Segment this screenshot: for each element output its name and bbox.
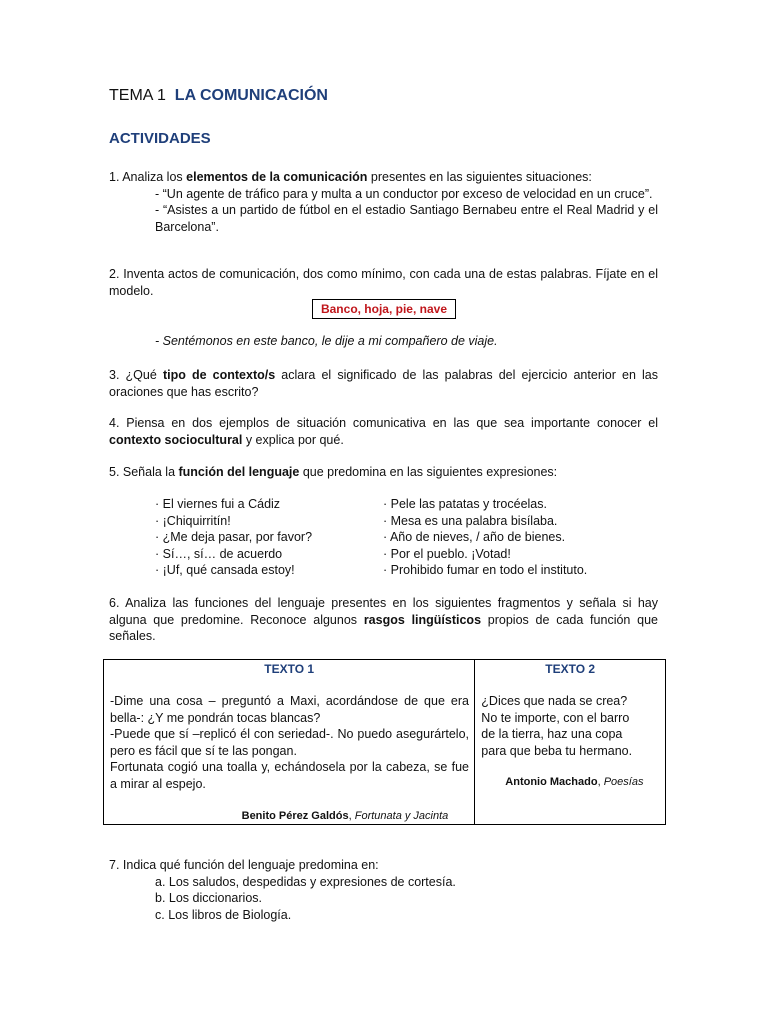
texto-1-line: Fortunata cogió una toalla y, echándosela por la cabeza, se fue a mirar al espejo.	[110, 760, 469, 791]
tema-label: TEMA 1	[109, 87, 166, 104]
expressions-right-column	[383, 496, 587, 579]
texto-1-body	[110, 693, 469, 792]
texto-1-source: Benito Pérez Galdós, Fortunata y Jacinta	[241, 810, 449, 822]
question-1-item: - “Un agente de tráfico para y multa a un conductor por exceso de velocidad en un cruce”.	[155, 186, 653, 201]
texto-2-line: para que beba tu hermano.	[481, 743, 633, 758]
question-7-text: 7. Indica qué función del lenguaje predomina en:	[109, 858, 379, 872]
question-1-item: - “Asistes a un partido de fútbol en el estadio Santiago Bernabeu entre el Real Madrid y el Barcelona”.	[155, 203, 658, 234]
question-1-text: 1. Analiza los elementos de la comunicación presentes en las siguientes situaciones:	[109, 170, 592, 184]
texto-2-line: de la tierra, haz una copa	[481, 727, 623, 741]
section-heading-actividades: ACTIVIDADES	[109, 130, 211, 147]
question-6: 6. Analiza las funciones del lenguaje presentes en los siguientes fragmentos y señala si hay alguna que predomine. Reconoce algunos rasgos lingüísticos propios de cada función que señales.	[109, 596, 658, 643]
expression-item: · ¡Chiquirritín!	[155, 513, 231, 528]
texts-table	[103, 659, 666, 825]
texto-1-cell	[104, 660, 475, 825]
question-1	[109, 169, 658, 235]
texto-2-line: ¿Dices que nada se crea?	[481, 694, 628, 708]
question-2-example: - Sentémonos en este banco, le dije a mi compañero de viaje.	[155, 334, 498, 348]
question-7-item: a. Los saludos, despedidas y expresiones de cortesía.	[155, 874, 456, 889]
expression-item: · Año de nieves, / año de bienes.	[383, 530, 566, 544]
expression-item: · Por el pueblo. ¡Votad!	[383, 546, 511, 561]
texto-1-heading: TEXTO 1	[264, 662, 315, 676]
texto-2-body	[481, 693, 661, 759]
texto-2-heading: TEXTO 2	[545, 662, 596, 676]
texto-1-line: -Dime una cosa – preguntó a Maxi, acordándose de que era bella-: ¿Y me pondrán tocas blancas?	[110, 694, 469, 725]
expression-item: · Sí…, sí… de acuerdo	[155, 546, 283, 561]
words-box: Banco, hoja, pie, nave	[312, 299, 456, 319]
question-7-item: b. Los diccionarios.	[155, 891, 263, 905]
question-4: 4. Piensa en dos ejemplos de situación comunicativa en las que sea importante conocer el contexto sociocultural y explica por qué.	[109, 416, 658, 447]
expression-item: · Pele las patatas y trocéelas.	[383, 497, 547, 511]
texto-2-source: Antonio Machado, Poesías	[505, 776, 644, 788]
tema-title: LA COMUNICACIÓN	[174, 87, 328, 104]
question-3: 3. ¿Qué tipo de contexto/s aclara el significado de las palabras del ejercicio anterior en las oraciones que has escrito?	[109, 368, 658, 399]
expression-item: · Mesa es una palabra bisílaba.	[383, 513, 558, 528]
texto-1-line: -Puede que sí –replicó él con seriedad-. No puedo asegurártelo, pero es fácil que sí te las pongan.	[110, 727, 469, 758]
expressions-left-column	[155, 496, 312, 579]
expression-item: · El viernes fui a Cádiz	[155, 497, 281, 511]
texto-2-cell	[475, 660, 666, 825]
expression-item: · ¿Me deja pasar, por favor?	[155, 530, 313, 544]
question-2-text: 2. Inventa actos de comunicación, dos como mínimo, con cada una de estas palabras. Fíjate en el modelo.	[109, 267, 658, 298]
question-5: 5. Señala la función del lenguaje que predomina en las siguientes expresiones:	[109, 465, 558, 479]
question-7-item: c. Los libros de Biología.	[155, 907, 292, 922]
question-7	[109, 857, 658, 923]
texto-2-line: No te importe, con el barro	[481, 710, 630, 725]
expression-item: · ¡Uf, qué cansada estoy!	[155, 563, 295, 577]
page-title	[109, 86, 328, 106]
expression-item: · Prohibido fumar en todo el instituto.	[383, 563, 588, 577]
